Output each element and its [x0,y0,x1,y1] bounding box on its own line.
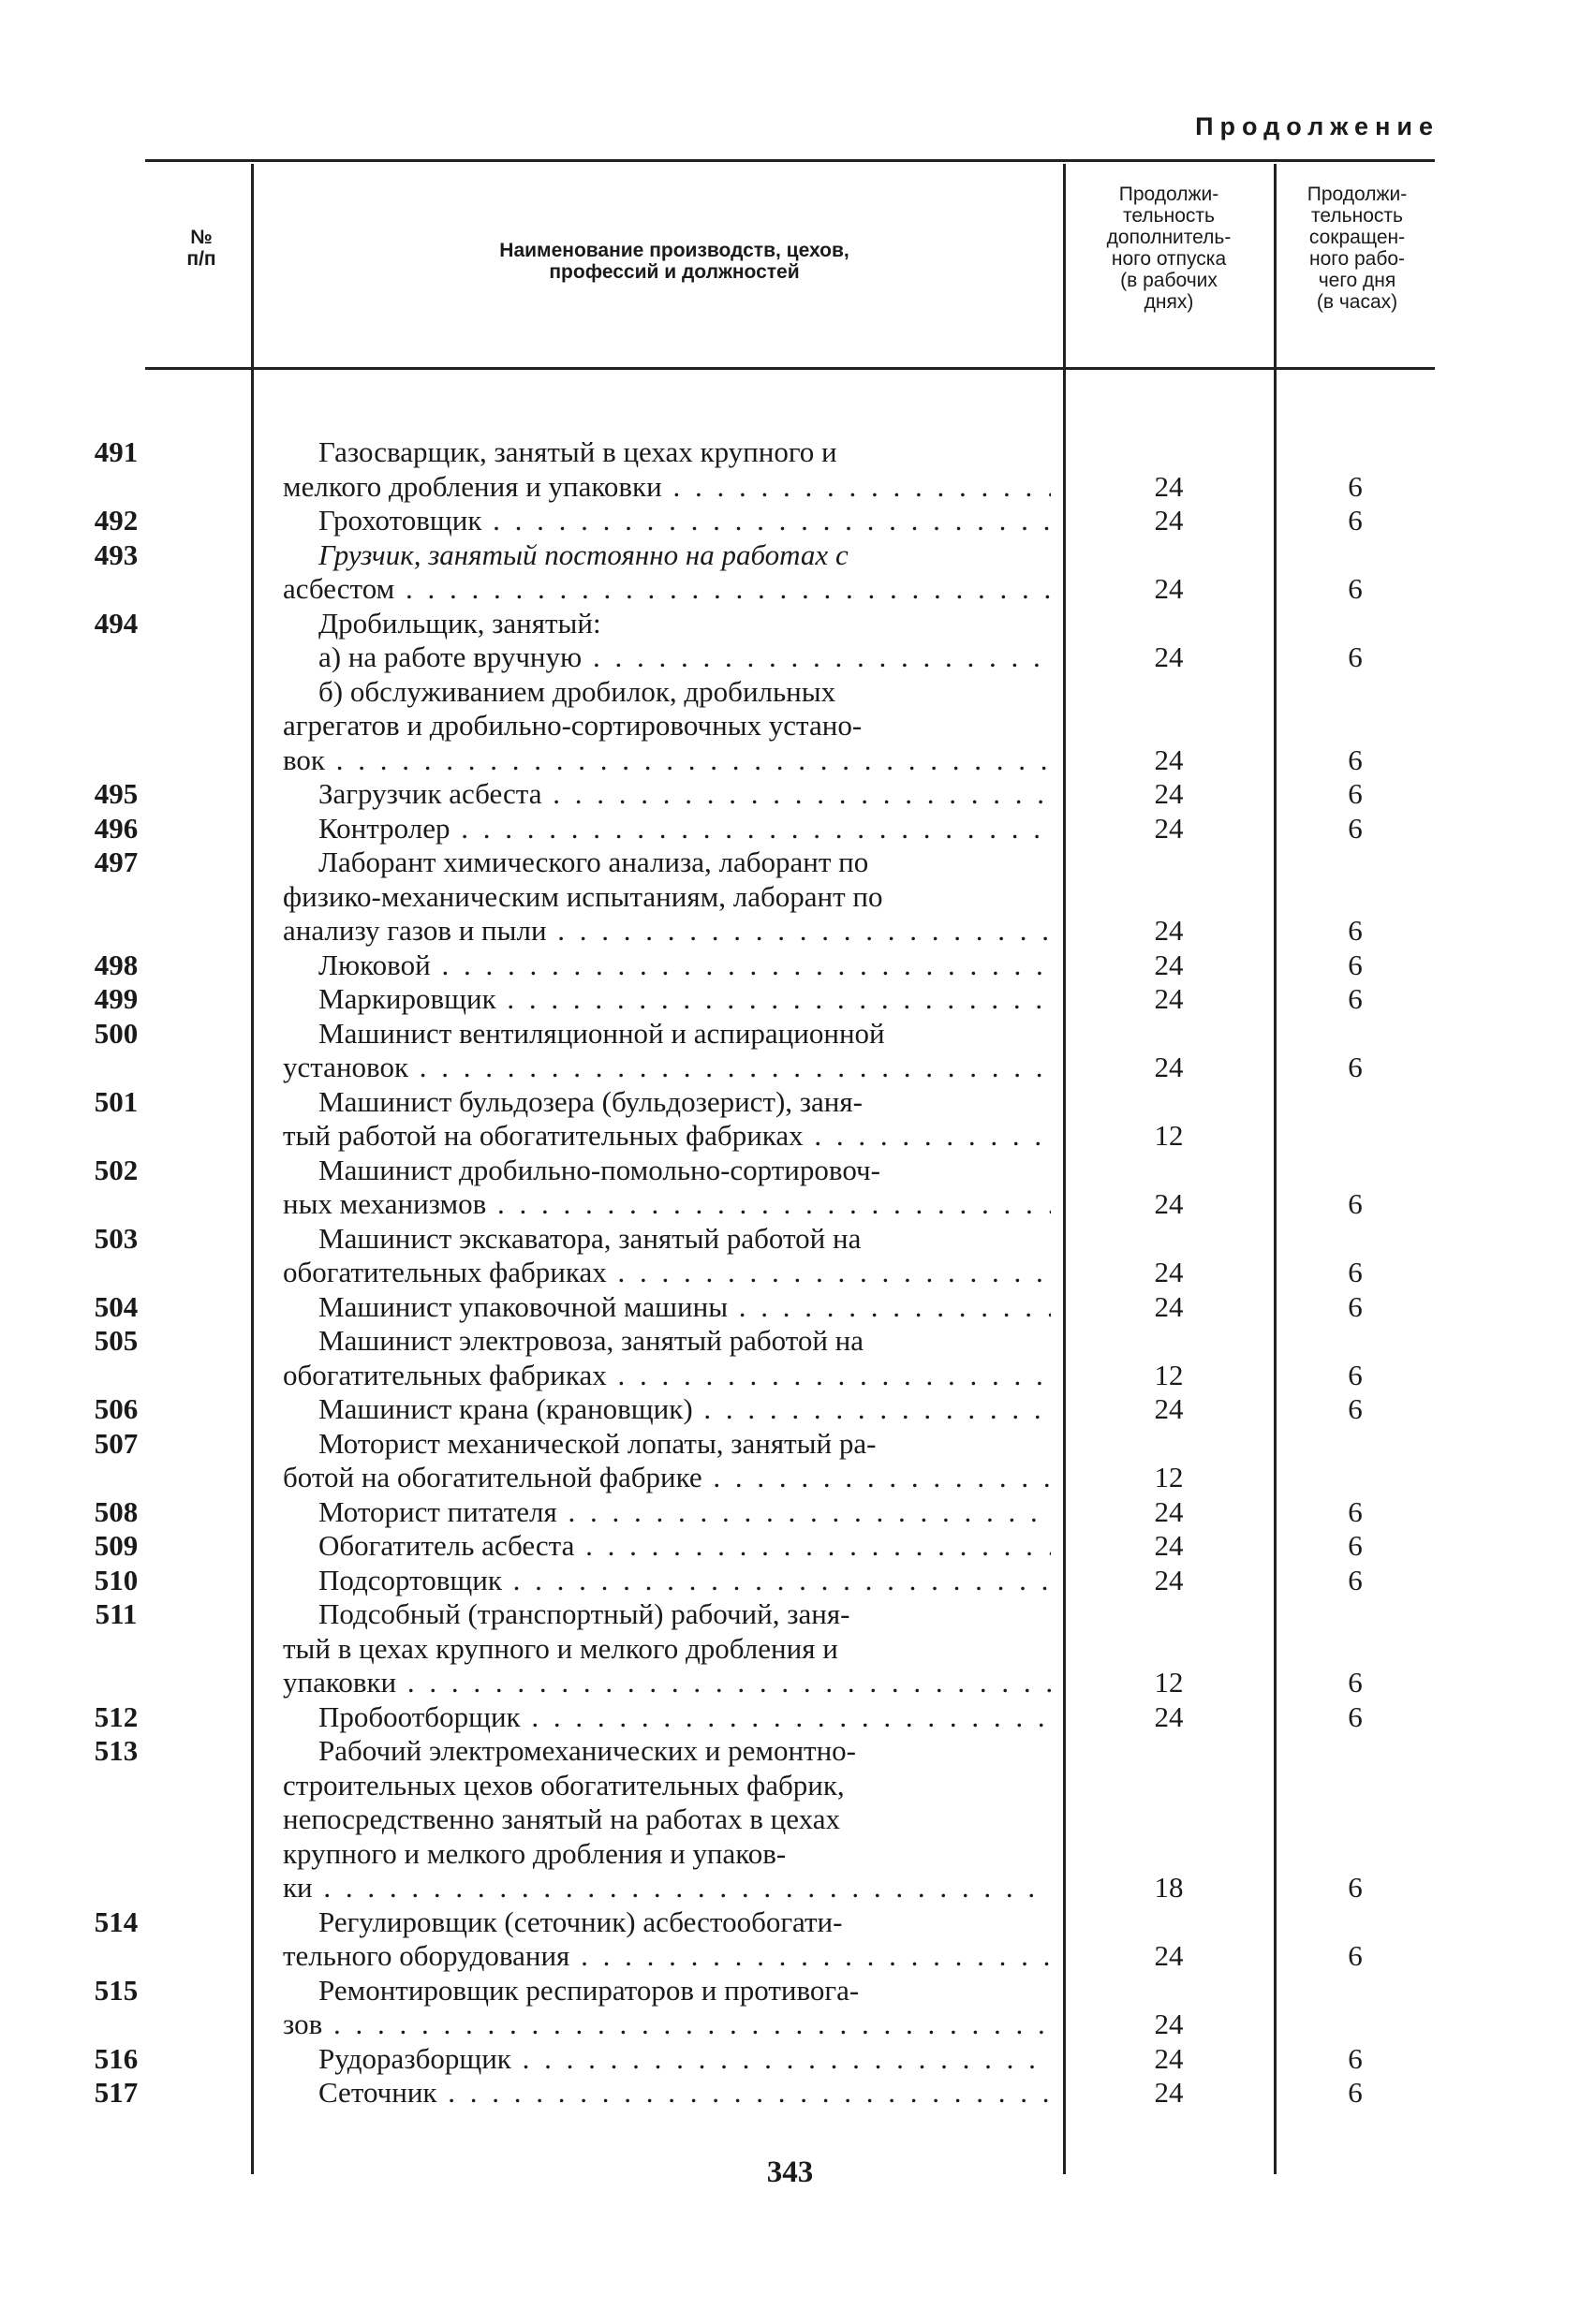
row-name [283,982,1051,1017]
row-name-line: непосредственно занятый на работах в цехах [283,1802,840,1835]
row-days: 24 [1154,1563,1184,1596]
row-name-line: тый в цехах крупного и мелкого дробления и [283,1631,838,1665]
row-hours: 6 [1348,777,1363,810]
row-name-line: Рудоразборщик . . . [283,2042,1051,2077]
table-top-rule [145,159,1435,162]
row-name [283,1324,1051,1392]
table-row [0,1427,1580,1495]
row-hours: 6 [1348,1494,1363,1528]
row-name-line: Газосварщик, занятый в цехах крупного и [318,435,837,468]
row-name [283,2076,1051,2111]
row-days: 24 [1154,948,1184,981]
row-name-line: Загрузчик асбеста . . . [283,777,1051,812]
row-number: 508 [94,1494,139,1528]
row-days: 24 [1154,1289,1184,1323]
table-row [0,435,1580,504]
row-name [283,1734,1051,1905]
row-name-line: Машинист экскаватора, занятый работой на [318,1221,862,1255]
row-name-line: Люковой . . . [283,949,1051,983]
row-hours: 6 [1348,743,1363,776]
table-row [0,1324,1580,1392]
row-number: 491 [94,435,139,468]
continued-label: Продолжение [1195,112,1440,140]
row-hours: 6 [1348,1358,1363,1391]
row-name [283,607,1051,641]
row-name [283,1085,1051,1154]
table-row [0,1017,1580,1085]
row-name-line: установок . . . [283,1051,1051,1085]
row-days: 24 [1154,743,1184,776]
row-number: 517 [94,2076,139,2109]
row-days: 24 [1154,777,1184,810]
table-row [0,2042,1580,2077]
row-name-line: обогатительных фабриках . . . [283,1256,1051,1290]
row-number: 500 [94,1016,139,1050]
row-days: 24 [1154,982,1184,1015]
row-name-line: тельного оборудования . . . [283,1939,1051,1974]
row-name-line: Грузчик, занятый постоянно на работах с [318,537,849,571]
row-hours: 6 [1348,2076,1363,2109]
table-row [0,1700,1580,1735]
row-name [283,1529,1051,1564]
row-days: 24 [1154,1939,1184,1972]
row-days: 12 [1154,1358,1184,1391]
row-hours: 6 [1348,811,1363,845]
header-num: № п/п [186,227,216,270]
row-name-line: агрегатов и дробильно-сортировочных устано- [283,709,863,742]
table-row [0,1392,1580,1427]
row-name-line: анализу газов и пыли . . . [283,914,1051,949]
table-row [0,982,1580,1017]
page-number: 343 [766,2155,814,2189]
row-hours: 6 [1348,982,1363,1015]
row-number: 494 [94,606,139,640]
row-number: 514 [94,1905,139,1938]
row-number: 495 [94,777,139,810]
row-name-line: ки . . . [283,1871,1051,1905]
row-days: 24 [1154,1256,1184,1288]
row-name-line: Обогатитель асбеста . . . [283,1529,1051,1564]
row-number: 506 [94,1392,139,1425]
row-name [283,1017,1051,1085]
table-row [0,777,1580,812]
table-row [0,675,1580,778]
row-days: 24 [1154,1494,1184,1528]
row-name-line: строительных цехов обогатительных фабрик, [283,1768,845,1802]
table-row [0,949,1580,983]
row-days: 12 [1154,1119,1184,1152]
row-name-line: Машинист дробильно-помольно-сортировоч- [318,1153,880,1186]
row-number: 516 [94,2041,139,2075]
row-name [283,1427,1051,1495]
row-hours: 6 [1348,1392,1363,1425]
table-row [0,1290,1580,1325]
row-hours: 6 [1348,1699,1363,1733]
row-name [283,675,1051,778]
row-name-line: ботой на обогатительной фабрике . . . [283,1461,1051,1495]
row-number: 505 [94,1324,139,1357]
row-name-line: Машинист упаковочной машины . . . [283,1290,1051,1325]
row-number: 499 [94,982,139,1015]
row-days: 24 [1154,1699,1184,1733]
row-name [283,640,1051,675]
row-name [283,949,1051,983]
row-name-line: Рабочий электромеханических и ремонтно- [318,1734,856,1767]
row-name [283,1222,1051,1290]
row-name-line: б) обслуживанием дробилок, дробильных [318,674,836,708]
row-name-line: Маркировщик . . . [283,982,1051,1017]
row-name-line: Машинист крана (крановщик) . . . [283,1392,1051,1427]
row-name [283,435,1051,504]
row-name [283,504,1051,538]
row-name [283,1974,1051,2042]
row-days: 24 [1154,572,1184,605]
header-hours: Продолжи- тельность сокращен- ного рабо- чего дня (в часах) [1307,184,1408,313]
row-name [283,1290,1051,1325]
row-days: 24 [1154,1529,1184,1562]
row-hours: 6 [1348,1187,1363,1220]
row-name [283,1700,1051,1735]
row-number: 510 [94,1563,139,1596]
row-number: 502 [94,1153,139,1186]
row-name-line: Подсобный (транспортный) рабочий, заня- [318,1597,850,1630]
row-hours: 6 [1348,1256,1363,1288]
row-number: 492 [94,504,139,537]
row-name-line: Моторист механической лопаты, занятый ра- [318,1426,877,1460]
row-number: 493 [94,537,139,571]
row-number: 507 [94,1426,139,1460]
row-name-line: ных механизмов . . . [283,1187,1051,1222]
row-name-line: тый работой на обогатительных фабриках . . . [283,1119,1051,1154]
row-name-line: а) на работе вручную . . . [283,640,1051,675]
table-row [0,504,1580,538]
row-number: 511 [95,1597,138,1630]
row-name [283,1597,1051,1700]
table-row [0,2076,1580,2111]
row-number: 515 [94,1973,139,2007]
row-name [283,1154,1051,1222]
row-hours: 6 [1348,2041,1363,2075]
row-number: 512 [94,1699,139,1733]
row-name-line: зов . . . [283,2008,1051,2042]
row-name-line: крупного и мелкого дробления и упаков- [283,1836,787,1870]
row-name-line: Регулировщик (сеточник) асбестообогати- [318,1905,843,1938]
row-name [283,812,1051,846]
table-row [0,1222,1580,1290]
row-name-line: Машинист электровоза, занятый работой на [318,1324,864,1357]
row-name-line: Машинист вентиляционной и аспирационной [318,1016,885,1050]
row-name-line: Моторист питателя . . . [283,1495,1051,1530]
row-days: 24 [1154,2041,1184,2075]
row-hours: 6 [1348,1051,1363,1083]
header-name: Наименование производств, цехов, профессий и должностей [499,240,849,283]
row-hours: 6 [1348,1939,1363,1972]
row-days: 24 [1154,1392,1184,1425]
table-row [0,1734,1580,1905]
table-row [0,1597,1580,1700]
table-row [0,1529,1580,1564]
header-days: Продолжи- тельность дополнитель- ного отпуска (в рабочих днях) [1106,184,1232,313]
table-row [0,1495,1580,1530]
row-days: 12 [1154,1461,1184,1493]
row-hours: 6 [1348,1289,1363,1323]
row-hours: 6 [1348,1666,1363,1699]
row-hours: 6 [1348,1871,1363,1904]
row-number: 513 [94,1734,139,1767]
row-name-line: Контролер . . . [283,812,1051,846]
row-hours: 6 [1348,1529,1363,1562]
row-name-line: Грохотовщик . . . [283,504,1051,538]
table-row [0,1154,1580,1222]
row-days: 24 [1154,811,1184,845]
row-number: 498 [94,948,139,981]
row-name-line: Ремонтировщик респираторов и противога- [318,1973,860,2007]
row-name [283,1392,1051,1427]
row-number: 501 [94,1084,139,1118]
row-name-line: упаковки . . . [283,1666,1051,1700]
row-name [283,2042,1051,2077]
table-header-rule [145,367,1435,370]
row-days: 24 [1154,469,1184,503]
row-name [283,777,1051,812]
row-days: 12 [1154,1666,1184,1699]
row-hours: 6 [1348,1563,1363,1596]
table-row [0,1564,1580,1598]
row-days: 24 [1154,2008,1184,2040]
table-row [0,1905,1580,1974]
row-number: 497 [94,846,139,878]
row-hours: 6 [1348,572,1363,605]
row-name-line: Сеточник . . . [283,2076,1051,2111]
row-days: 24 [1154,914,1184,947]
row-days: 18 [1154,1871,1184,1904]
row-name-line: обогатительных фабриках . . . [283,1359,1051,1393]
row-number: 503 [94,1221,139,1255]
row-name [283,538,1051,607]
row-name-line: Лаборант химического анализа, лаборант по [318,846,869,878]
row-name-line: Машинист бульдозера (бульдозерист), заня- [318,1084,863,1118]
row-hours: 6 [1348,640,1363,673]
table-row [0,1085,1580,1154]
row-days: 24 [1154,2076,1184,2109]
row-hours: 6 [1348,948,1363,981]
table-row [0,1974,1580,2042]
row-name-line: асбестом . . . [283,572,1051,607]
table-row [0,812,1580,846]
row-days: 24 [1154,504,1184,537]
row-days: 24 [1154,640,1184,673]
row-name [283,1905,1051,1974]
table-row [0,607,1580,641]
row-name [283,1564,1051,1598]
row-name-line: мелкого дробления и упаковки . . . [283,470,1051,505]
row-name-line: Пробоотборщик . . . [283,1700,1051,1735]
row-hours: 6 [1348,504,1363,537]
row-name [283,846,1051,949]
row-days: 24 [1154,1051,1184,1083]
row-number: 496 [94,811,139,845]
row-hours: 6 [1348,469,1363,503]
row-name [283,1495,1051,1530]
row-hours: 6 [1348,914,1363,947]
table-row [0,846,1580,949]
row-number: 509 [94,1529,139,1562]
row-name-line: Дробильщик, занятый: [318,606,601,640]
row-name-line: Подсортовщик . . . [283,1564,1051,1598]
table-row [0,538,1580,607]
row-number: 504 [94,1289,139,1323]
row-name-line: физико-механическим испытаниям, лаборант по [283,879,883,913]
row-days: 24 [1154,1187,1184,1220]
table-row [0,640,1580,675]
row-name-line: вок . . . [283,743,1051,778]
